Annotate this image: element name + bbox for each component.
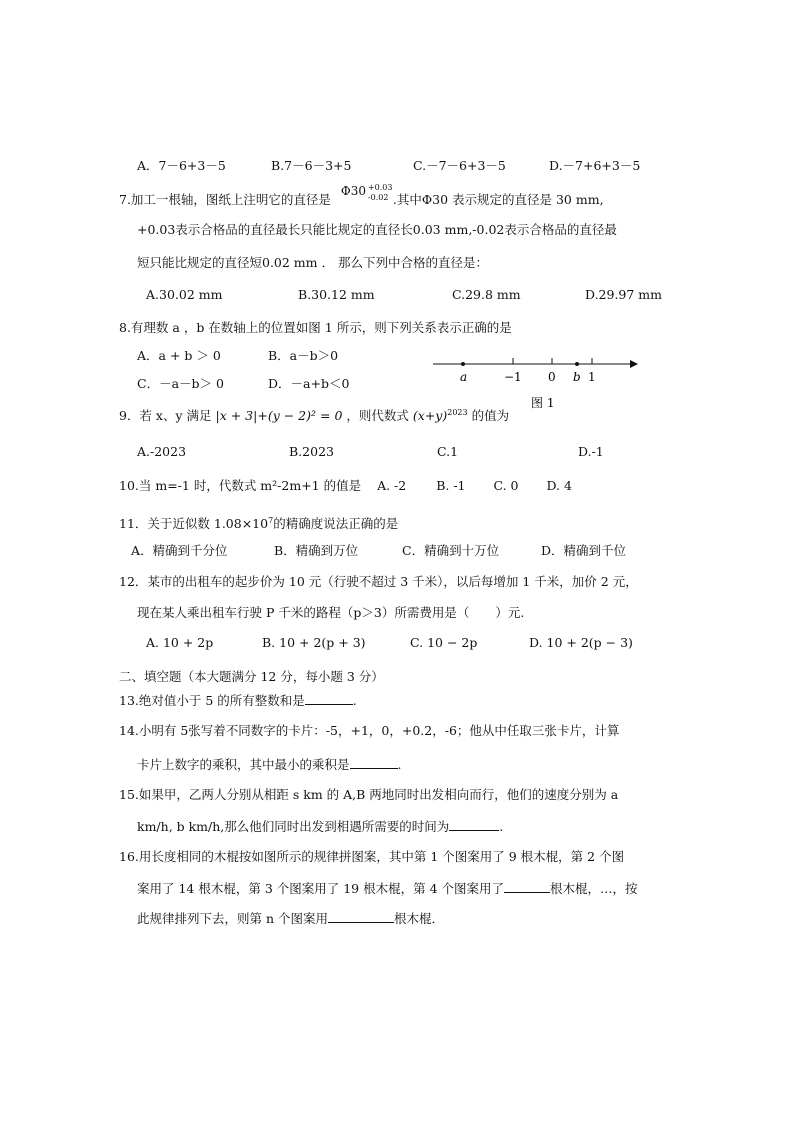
q12-text-2b: ）元. — [495, 605, 525, 620]
q16-text-2b: 根木棍，…，按 — [550, 881, 638, 896]
q7-phi-base: Φ30 — [340, 184, 367, 198]
point-a — [461, 362, 465, 366]
q8-option-c: C．－a－b＞ 0 — [137, 376, 224, 391]
q8-option-d: D．－a+b＜0 — [268, 376, 350, 391]
q16-line-2 — [137, 880, 638, 898]
q12-option-d: D. 10 + 2(p − 3) — [529, 635, 633, 650]
q6-option-b: B.7－6－3+5 — [271, 158, 352, 173]
q10-option-a: A. -2 — [377, 478, 407, 493]
q9-text-2: ，则代数式 — [346, 408, 409, 424]
q7-text-2: .其中Φ30 表示规定的直径是 30 mm, — [392, 192, 604, 207]
q14-text-2: 卡片上数字的乘积，其中最小的乘积是 — [137, 757, 350, 772]
q16-line-1: 16.用长度相同的木棍按如图所示的规律拼图案，其中第 1 个图案用了 9 根木棍，第 2 个图 — [119, 849, 625, 864]
q9-option-b: B.2023 — [289, 444, 334, 459]
q10-option-d: D. 4 — [546, 478, 572, 493]
q12-option-c: C. 10 − 2p — [410, 635, 478, 650]
q9-power-base: (x+y) — [412, 408, 448, 424]
q11-text-1: 11．关于近似数 1.08×10 — [119, 516, 269, 532]
number-line-figure — [425, 350, 655, 410]
q9-option-a: A.-2023 — [137, 444, 187, 459]
q7-text-1: 7.加工一根轴，图纸上注明它的直径是 — [119, 192, 331, 207]
q9-condition: |x + 3|+(y − 2)² = 0 — [215, 408, 343, 424]
q7-tolerance — [335, 183, 393, 204]
q14-end: . — [397, 757, 402, 772]
q12-line-1: 12．某市的出租车的起步价为 10 元（行驶不超过 3 千米），以后每增加 1 千米，加价 2 元， — [119, 574, 638, 589]
q11-option-a: A．精确到千分位 — [131, 543, 228, 558]
q14-line-2 — [137, 756, 402, 774]
q12-option-b: B. 10 + 2(p + 3) — [262, 635, 366, 650]
q11-exp: 7 — [268, 516, 274, 525]
q7-option-c: C.29.8 mm — [452, 287, 521, 302]
q11-option-b: B．精确到万位 — [274, 543, 359, 558]
number-line-arrow — [630, 360, 638, 368]
q15-text-2: km/h, b km/h,那么他们同时出发到相遇所需要的时间为 — [137, 819, 450, 834]
q10-line — [119, 477, 572, 495]
q9-line — [119, 404, 509, 425]
q10-option-b: B. -1 — [436, 478, 466, 493]
q8-option-a: A．a + b ＞ 0 — [137, 348, 221, 363]
q7-line-1 — [119, 183, 604, 209]
point-b — [575, 362, 579, 366]
q9-text-1: 9．若 x、y 满足 — [119, 408, 212, 424]
q16-answer-blank-1[interactable] — [504, 880, 550, 893]
q13-end: . — [352, 693, 357, 708]
q11-text-2: 的精确度说法正确的是 — [273, 516, 399, 532]
q12-text-2a: 现在某人乘出租车行驶 P 千米的路程（p＞3）所需费用是（ — [137, 605, 470, 620]
q12-line-2 — [137, 604, 524, 622]
figure-caption: 图 1 — [531, 396, 555, 410]
q15-line-1: 15.如果甲，乙两人分别从相距 s km 的 A,B 两地同时出发相向而行，他们的速度分别为 a — [119, 787, 619, 802]
q9-text-3: 的值为 — [471, 408, 510, 424]
q16-line-3 — [137, 910, 444, 928]
q16-answer-blank-2[interactable] — [328, 910, 394, 923]
q11-line — [119, 512, 398, 533]
label-one: 1 — [588, 370, 596, 384]
q7-option-d: D.29.97 mm — [585, 287, 663, 302]
q6-option-a: A．7－6+3－5 — [137, 158, 226, 173]
q11-option-d: D．精确到千位 — [541, 543, 627, 558]
q14-line-1: 14.小明有 5张写着不同数字的卡片：-5，+1，0，+0.2，-6；他从中任取三张卡片，计算 — [119, 723, 620, 738]
q16-text-2a: 案用了 14 根木棍，第 3 个图案用了 19 根木棍，第 4 个图案用了 — [137, 881, 505, 896]
label-b: b — [573, 370, 581, 384]
q13-answer-blank[interactable] — [305, 692, 353, 705]
q14-answer-blank[interactable] — [350, 756, 398, 769]
q11-option-c: C．精确到十万位 — [402, 543, 500, 558]
q10-option-c: C. 0 — [493, 478, 519, 493]
q15-end: . — [499, 819, 504, 834]
q9-option-c: C.1 — [437, 444, 459, 459]
q7-line-2: +0.03表示合格品的直径最长只能比规定的直径长0.03 mm,-0.02表示合格品的直径最 — [137, 222, 617, 237]
q7-option-a: A.30.02 mm — [146, 287, 223, 302]
q15-answer-blank[interactable] — [449, 818, 499, 831]
section-title: 二、填空题（本大题满分 12 分，每小题 3 分） — [119, 669, 384, 684]
q7-tol-down: -0.02 — [367, 193, 389, 202]
q12-option-a: A. 10 + 2p — [146, 635, 214, 650]
q6-option-d: D.－7+6+3－5 — [549, 158, 641, 173]
label-minus-one: −1 — [504, 370, 522, 384]
q7-line-3: 短只能比规定的直径短0.02 mm ． 那么下列中合格的直径是： — [137, 255, 488, 270]
q6-option-c: C.－7－6+3－5 — [413, 158, 506, 173]
q15-line-2 — [137, 818, 503, 836]
q13-line — [119, 692, 357, 710]
q7-tol-up: +0.03 — [367, 183, 393, 192]
q8-option-b: B．a－b＞0 — [268, 348, 339, 363]
q9-option-d: D.-1 — [578, 444, 604, 459]
q10-text: 10.当 m=-1 时，代数式 m²-2m+1 的值是 — [119, 478, 362, 493]
label-zero: 0 — [548, 370, 556, 384]
label-a: a — [460, 370, 468, 384]
q16-text-3b: 根木棍． — [394, 911, 445, 926]
q9-power-exp: 2023 — [447, 408, 468, 417]
q16-text-3a: 此规律排列下去，则第 n 个图案用 — [137, 911, 328, 926]
q8-text: 8.有理数 a ，b 在数轴上的位置如图 1 所示，则下列关系表示正确的是 — [119, 320, 512, 335]
q7-option-b: B.30.12 mm — [298, 287, 375, 302]
q13-text: 13.绝对值小于 5 的所有整数和是 — [119, 693, 305, 708]
